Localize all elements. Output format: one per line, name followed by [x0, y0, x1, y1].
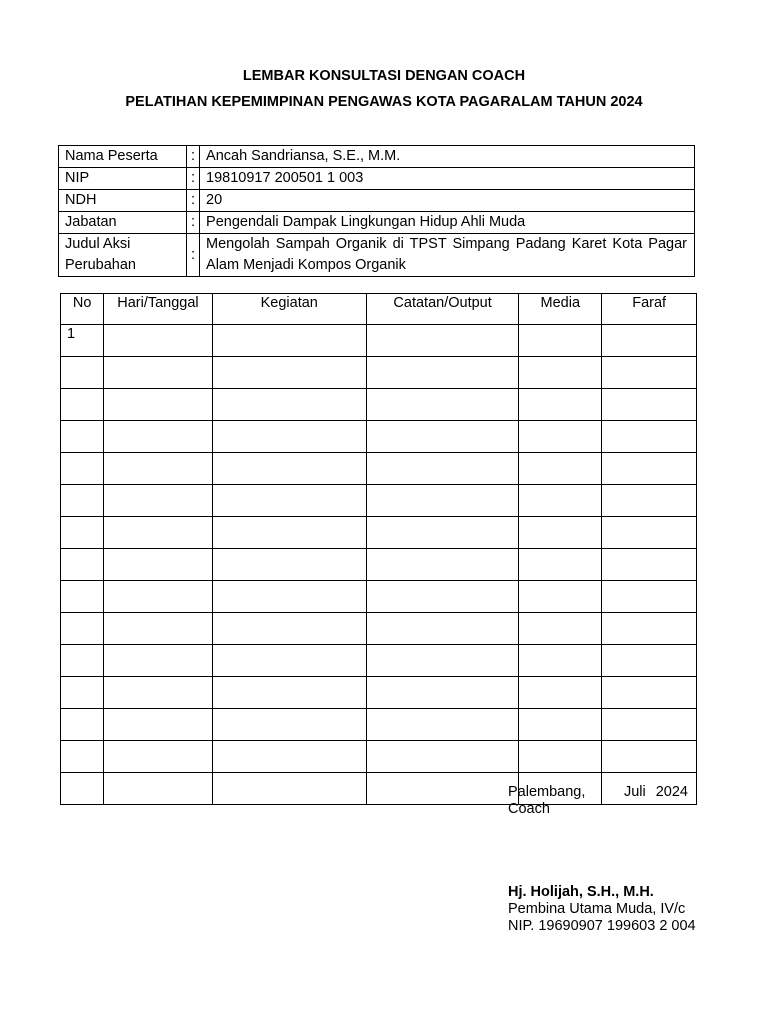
cell-activity	[212, 741, 366, 773]
consultation-log-table	[60, 293, 697, 805]
cell-media	[519, 613, 602, 645]
cell-date	[104, 741, 212, 773]
cell-notes	[366, 773, 518, 805]
cell-date	[104, 677, 212, 709]
cell-notes	[366, 549, 518, 581]
info-row-nip	[59, 168, 695, 190]
info-value: Ancah Sandriansa, S.E., M.M.	[200, 146, 695, 168]
table-row	[61, 517, 697, 549]
cell-no	[61, 773, 104, 805]
cell-initials	[602, 549, 697, 581]
cell-date	[104, 357, 212, 389]
cell-activity	[212, 325, 366, 357]
cell-activity	[212, 677, 366, 709]
cell-initials	[602, 389, 697, 421]
cell-media	[519, 453, 602, 485]
cell-activity	[212, 549, 366, 581]
cell-notes	[366, 613, 518, 645]
table-row	[61, 741, 697, 773]
cell-notes	[366, 677, 518, 709]
column-header-activity: Kegiatan	[212, 294, 366, 325]
info-colon: :	[187, 212, 200, 234]
participant-info-table	[58, 145, 695, 277]
cell-notes	[366, 325, 518, 357]
info-colon: :	[187, 234, 200, 277]
table-row	[61, 453, 697, 485]
cell-no	[61, 581, 104, 613]
table-row	[61, 325, 697, 357]
cell-notes	[366, 709, 518, 741]
info-value: Pengendali Dampak Lingkungan Hidup Ahli Muda	[200, 212, 695, 234]
cell-no	[61, 741, 104, 773]
info-row-judul	[59, 234, 695, 277]
cell-initials	[602, 741, 697, 773]
cell-no	[61, 613, 104, 645]
info-colon: :	[187, 168, 200, 190]
cell-notes	[366, 517, 518, 549]
info-row-jabatan	[59, 212, 695, 234]
signature-role: Coach	[508, 801, 550, 817]
cell-media	[519, 709, 602, 741]
info-value: 19810917 200501 1 003	[200, 168, 695, 190]
cell-notes	[366, 421, 518, 453]
cell-notes	[366, 357, 518, 389]
table-row	[61, 485, 697, 517]
cell-initials	[602, 485, 697, 517]
info-label: Jabatan	[59, 212, 187, 234]
cell-media	[519, 421, 602, 453]
info-label: NIP	[59, 168, 187, 190]
document-title: LEMBAR KONSULTASI DENGAN COACH	[242, 68, 526, 84]
cell-date	[104, 613, 212, 645]
cell-activity	[212, 453, 366, 485]
cell-no	[61, 517, 104, 549]
cell-initials	[602, 357, 697, 389]
cell-date	[104, 549, 212, 581]
cell-notes	[366, 389, 518, 421]
cell-no	[61, 389, 104, 421]
cell-no: 1	[61, 325, 104, 357]
cell-initials	[602, 709, 697, 741]
cell-activity	[212, 773, 366, 805]
table-row	[61, 645, 697, 677]
cell-notes	[366, 453, 518, 485]
cell-no	[61, 453, 104, 485]
cell-media	[519, 357, 602, 389]
cell-media	[519, 549, 602, 581]
signer-nip: NIP. 19690907 199603 2 004	[508, 918, 696, 934]
table-row	[61, 357, 697, 389]
cell-date	[104, 581, 212, 613]
column-header-initials: Faraf	[602, 294, 697, 325]
cell-initials	[602, 677, 697, 709]
table-row	[61, 389, 697, 421]
signature-place: Palembang,	[508, 784, 586, 800]
info-colon: :	[187, 190, 200, 212]
column-header-media: Media	[519, 294, 602, 325]
info-colon: :	[187, 146, 200, 168]
cell-initials	[602, 645, 697, 677]
cell-media	[519, 645, 602, 677]
cell-media	[519, 325, 602, 357]
table-row	[61, 581, 697, 613]
document-subtitle: PELATIHAN KEPEMIMPINAN PENGAWAS KOTA PAGARALAM TAHUN 2024	[125, 94, 643, 110]
cell-initials	[602, 325, 697, 357]
cell-initials	[602, 421, 697, 453]
cell-no	[61, 421, 104, 453]
cell-date	[104, 325, 212, 357]
cell-no	[61, 549, 104, 581]
column-header-notes: Catatan/Output	[366, 294, 518, 325]
cell-no	[61, 485, 104, 517]
log-header-row	[61, 294, 697, 325]
info-value: Mengolah Sampah Organik di TPST Simpang Padang Karet Kota Pagar Alam Menjadi Kompos Organik	[200, 234, 695, 277]
cell-activity	[212, 485, 366, 517]
cell-date	[104, 517, 212, 549]
cell-notes	[366, 741, 518, 773]
cell-no	[61, 357, 104, 389]
cell-activity	[212, 581, 366, 613]
cell-media	[519, 389, 602, 421]
info-label: NDH	[59, 190, 187, 212]
cell-date	[104, 389, 212, 421]
cell-notes	[366, 485, 518, 517]
cell-activity	[212, 421, 366, 453]
cell-initials	[602, 581, 697, 613]
cell-date	[104, 421, 212, 453]
cell-date	[104, 485, 212, 517]
column-header-no: No	[61, 294, 104, 325]
cell-media	[519, 485, 602, 517]
cell-no	[61, 709, 104, 741]
cell-date	[104, 453, 212, 485]
cell-media	[519, 581, 602, 613]
table-row	[61, 677, 697, 709]
cell-activity	[212, 389, 366, 421]
cell-initials	[602, 517, 697, 549]
cell-initials	[602, 453, 697, 485]
table-row	[61, 421, 697, 453]
info-row-ndh	[59, 190, 695, 212]
cell-initials	[602, 613, 697, 645]
signer-rank: Pembina Utama Muda, IV/c	[508, 901, 686, 917]
cell-media	[519, 517, 602, 549]
info-row-name	[59, 146, 695, 168]
cell-activity	[212, 517, 366, 549]
cell-activity	[212, 709, 366, 741]
cell-activity	[212, 645, 366, 677]
signature-date: Juli 2024	[623, 784, 688, 800]
info-value: 20	[200, 190, 695, 212]
cell-notes	[366, 581, 518, 613]
cell-media	[519, 677, 602, 709]
cell-no	[61, 645, 104, 677]
cell-date	[104, 709, 212, 741]
cell-notes	[366, 645, 518, 677]
table-row	[61, 613, 697, 645]
cell-no	[61, 677, 104, 709]
cell-media	[519, 741, 602, 773]
column-header-date: Hari/Tanggal	[104, 294, 212, 325]
signer-name: Hj. Holijah, S.H., M.H.	[508, 884, 654, 900]
cell-date	[104, 773, 212, 805]
table-row	[61, 709, 697, 741]
cell-activity	[212, 357, 366, 389]
cell-activity	[212, 613, 366, 645]
info-label: Nama Peserta	[59, 146, 187, 168]
info-label: Judul Aksi Perubahan	[59, 234, 187, 277]
table-row	[61, 549, 697, 581]
signature-place-date	[508, 784, 688, 801]
cell-date	[104, 645, 212, 677]
